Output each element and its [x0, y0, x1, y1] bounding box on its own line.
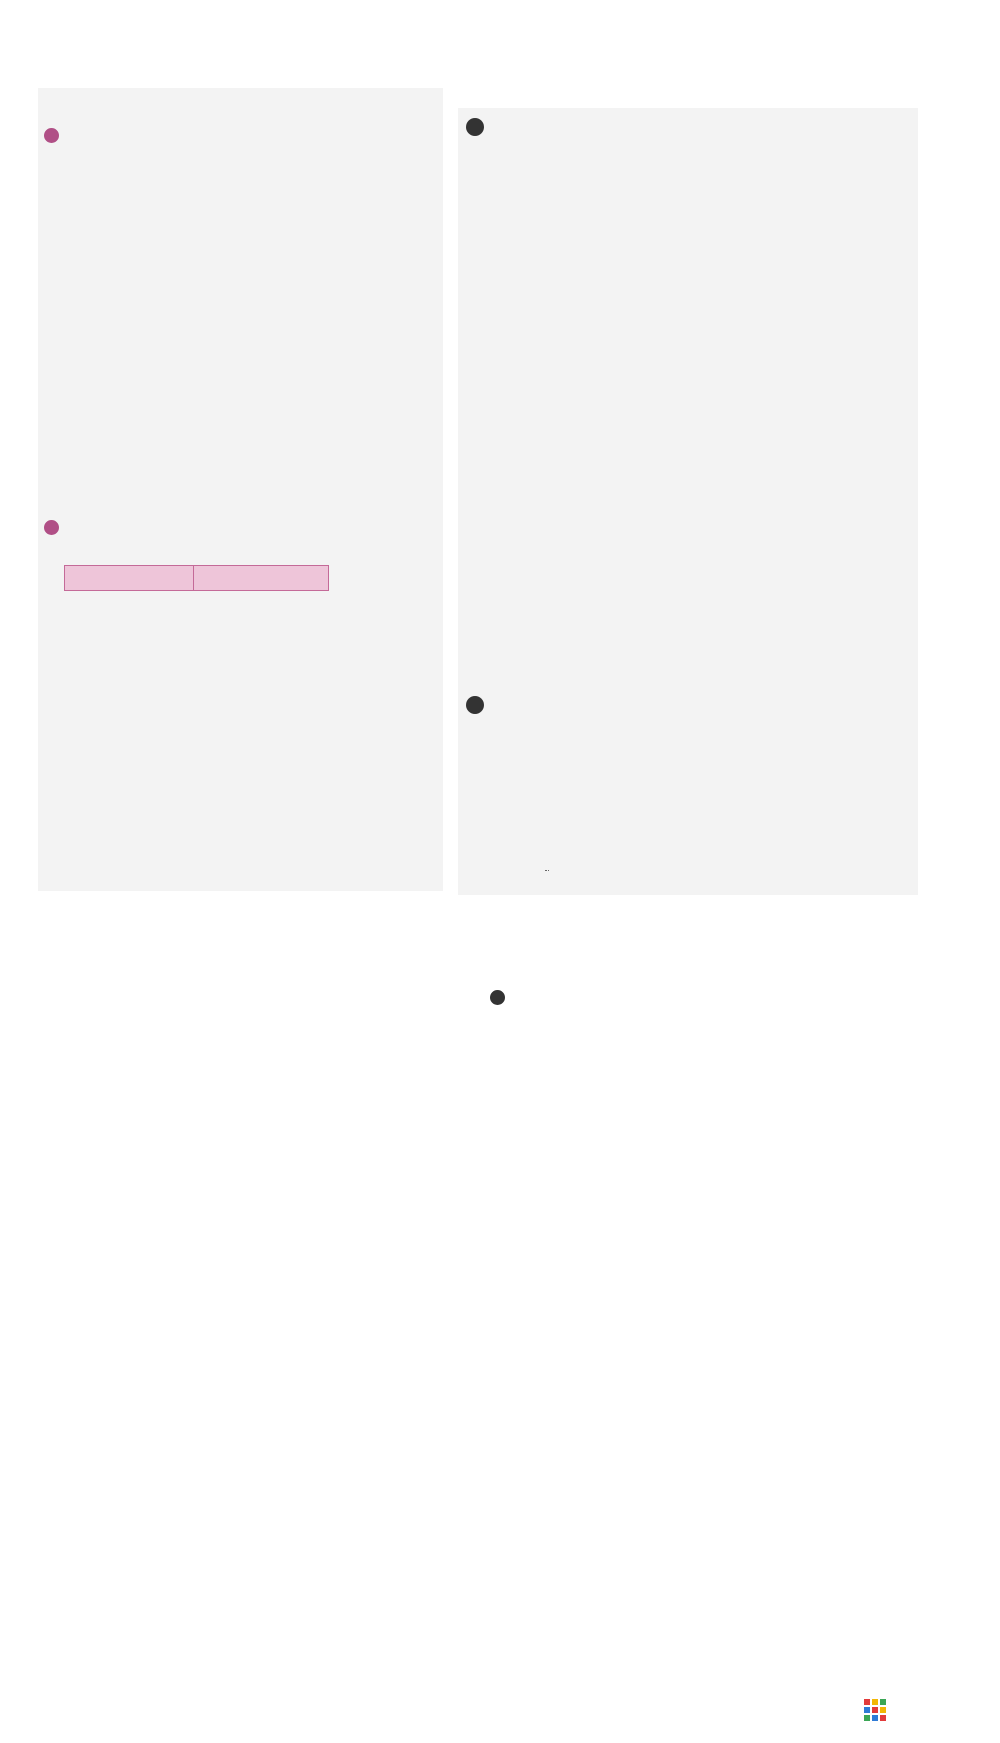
key-vocab-instruction	[490, 990, 511, 1031]
adjective-noun-table	[64, 565, 329, 591]
instruction-line	[490, 1013, 511, 1029]
grammar-panel	[458, 108, 918, 895]
grammar-ex2-item-1	[495, 786, 549, 877]
vocab-ex1-instruction	[44, 128, 65, 169]
instruction-line	[44, 151, 65, 167]
exercise-number-badge	[466, 696, 484, 714]
instruction-line	[466, 146, 491, 165]
exercise-number-badge	[466, 118, 484, 136]
exercise-number-badge	[44, 520, 59, 535]
grammar-ex1-instruction	[466, 118, 491, 168]
exercise-number-badge	[44, 128, 59, 143]
exercise-number-badge	[490, 990, 505, 1005]
instruction-line	[466, 724, 491, 743]
column-header-adjective	[65, 566, 194, 591]
answer-field[interactable]	[545, 854, 549, 871]
instruction-line	[44, 543, 65, 559]
column-header-noun	[194, 566, 329, 591]
liveworksheets-logo	[864, 1697, 890, 1732]
vocabulary-panel	[38, 88, 443, 891]
liveworksheets-logo-icon	[864, 1699, 886, 1727]
table-header-row	[65, 566, 329, 591]
grammar-ex2-instruction	[466, 696, 491, 770]
vocab-ex2-instruction	[44, 520, 65, 561]
